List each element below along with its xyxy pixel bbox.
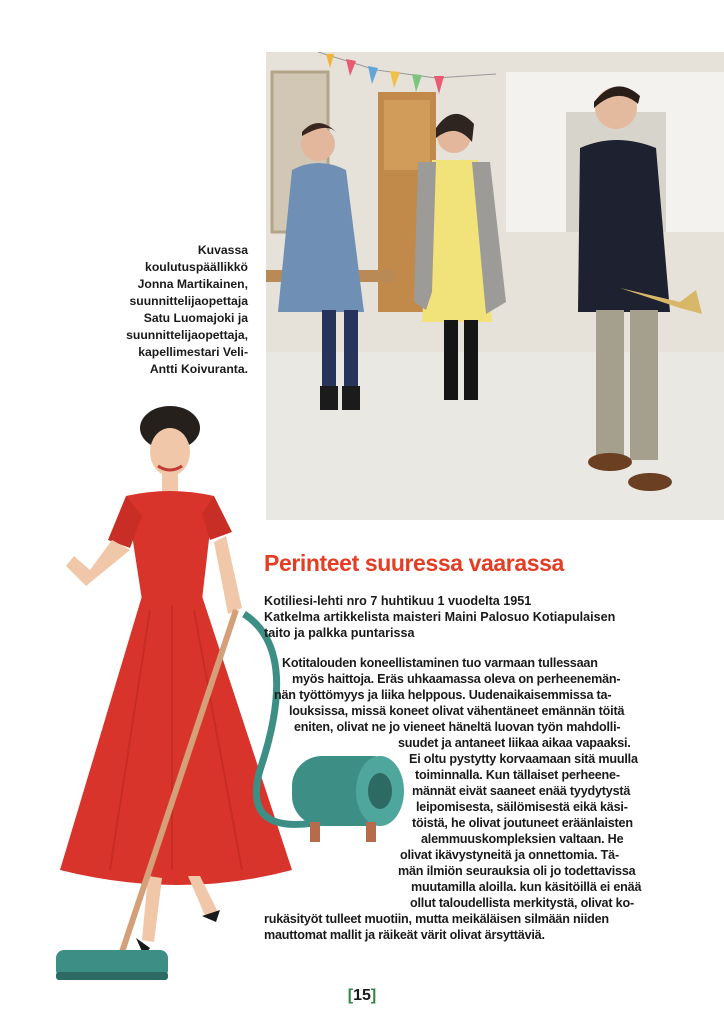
body-line: olivat ikävystyneitä ja onnettomia. Tä- [400,848,619,862]
photo-caption [92,242,248,378]
body-line: ollut taloudellista merkitystä, olivat ko- [410,896,634,910]
caption-line: koulutuspäällikkö [145,260,248,274]
caption-line: suunnittelijaopettaja [129,294,248,308]
intro-line: taito ja palkka puntarissa [264,626,415,640]
body-line: toiminnalla. Kun tällaiset perheene- [415,768,620,782]
body-line: män ilmiön seurauksia oli jo todettavissa [398,864,636,878]
body-line: alemmuuskompleksien valtaan. He [421,832,624,846]
body-line: leipomisesta, säilömisestä eikä käsi- [416,800,628,814]
caption-line: Antti Koivuranta. [149,362,248,376]
caption-line: Satu Luomajoki ja [143,311,248,325]
body-line: eniten, olivat ne jo vieneet häneltä luovan työn mahdolli- [294,720,621,734]
body-line: Ei oltu pystytty korvaamaan sitä muulla [409,752,638,766]
article-headline: Perinteet suuressa vaarassa [264,550,564,576]
body-line: myös haittoja. Eräs uhkaamassa oleva on perheenemän- [292,672,621,686]
caption-line: suunnittelijaopettaja, [126,328,248,342]
body-line: rukäsityöt tulleet muotiin, mutta meikäläisen silmään niiden [264,912,609,926]
caption-line: kapellimestari Veli- [138,345,248,359]
page-bracket-close: ] [370,987,377,1004]
body-line: Kotitalouden koneellistaminen tuo varmaan tullessaan [282,656,598,670]
body-line: louksissa, missä koneet olivat vähentäneet emännän töitä [289,704,625,718]
article-intro [264,593,664,641]
body-line: männät eivät saaneet enää tyydytystä [412,784,631,798]
body-line: töistä, he olivat joutuneet eräänlaisten [412,816,633,830]
caption-line: Jonna Martikainen, [137,277,248,291]
intro-line: Kotiliesi-lehti nro 7 huhtikuu 1 vuodelta 1951 [264,594,532,608]
page-number-value: 15 [353,987,371,1004]
body-line: mauttomat mallit ja räikeät värit olivat ärsyttäviä. [264,928,545,942]
body-line: nän työttömyys ja liika helppous. Uudenaikaisemmissa ta- [274,688,612,702]
intro-line: Katkelma artikkelista maisteri Maini Palosuo Kotiapulaisen [264,610,616,624]
caption-line: Kuvassa [197,243,248,257]
body-line: muutamilla aloilla. kun käsitöillä ei enää [411,880,642,894]
page-bracket-open: [ [347,987,354,1004]
page-number [342,987,382,1005]
body-line: suudet ja antaneet liikaa aikaa vapaaksi. [398,736,631,750]
